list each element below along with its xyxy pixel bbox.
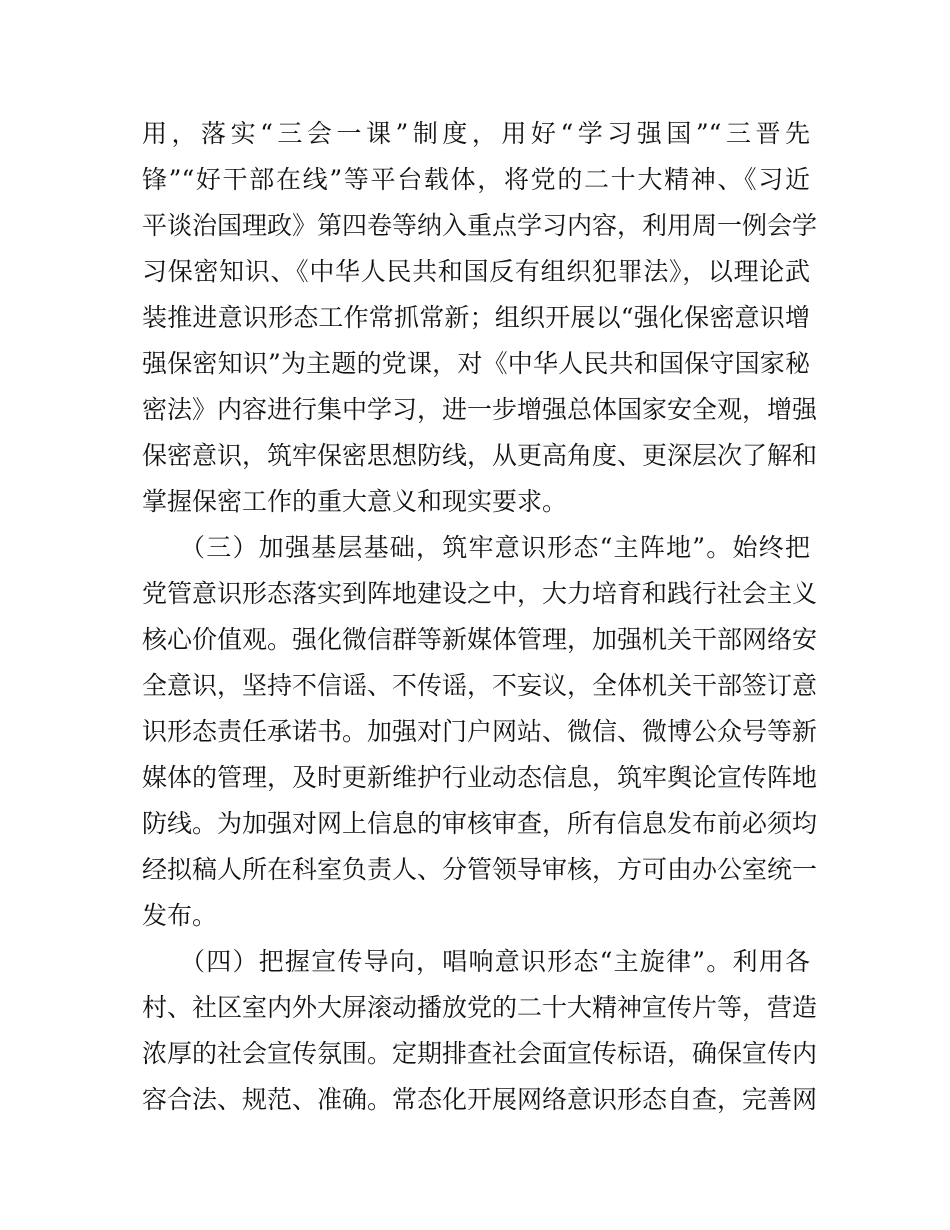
body-text-line: 经拟稿人所在科室负责人、分管领导审核，方可由办公室统一 <box>142 855 818 884</box>
body-text-line: 媒体的管理，及时更新维护行业动态信息，筑牢舆论宣传阵地 <box>142 763 818 792</box>
body-text-line: 锋”“好干部在线”等平台载体，将党的二十大精神、《习近 <box>142 165 810 194</box>
body-text-line: 平谈治国理政》第四卷等纳入重点学习内容，利用周一例会学 <box>142 211 818 240</box>
body-text-line: 强保密知识”为主题的党课，对《中华人民共和国保守国家秘 <box>142 349 810 378</box>
body-text-line: 密法》内容进行集中学习，进一步增强总体国家安全观，增强 <box>142 395 818 424</box>
body-text-line: 装推进意识形态工作常抓常新；组织开展以“强化保密意识增 <box>142 303 810 332</box>
body-text-line: 识形态责任承诺书。加强对门户网站、微信、微博公众号等新 <box>142 717 818 746</box>
body-text-line: 村、社区室内外大屏滚动播放党的二十大精神宣传片等，营造 <box>142 993 818 1022</box>
section-heading-line: （三）加强基层基础，筑牢意识形态“主阵地”。始终把 <box>180 533 810 562</box>
body-text-line: 用，落实“三会一课”制度，用好“学习强国”“三晋先 <box>142 119 810 148</box>
body-text-line: 党管意识形态落实到阵地建设之中，大力培育和践行社会主义 <box>142 579 818 608</box>
body-text-line: 浓厚的社会宣传氛围。定期排查社会面宣传标语，确保宣传内 <box>142 1039 818 1068</box>
body-text-line: 防线。为加强对网上信息的审核审查，所有信息发布前必须均 <box>142 809 818 838</box>
body-text-line: 容合法、规范、准确。常态化开展网络意识形态自查，完善网 <box>142 1085 818 1114</box>
body-text-line: 发布。 <box>142 901 218 930</box>
body-text-line: 掌握保密工作的重大意义和现实要求。 <box>142 487 568 516</box>
body-text-line: 核心价值观。强化微信群等新媒体管理，加强机关干部网络安 <box>142 625 818 654</box>
body-text-line: 保密意识，筑牢保密思想防线，从更高角度、更深层次了解和 <box>142 441 818 470</box>
body-text-line: 习保密知识、《中华人民共和国反有组织犯罪法》，以理论武 <box>142 257 810 286</box>
body-text-line: 全意识，坚持不信谣、不传谣，不妄议，全体机关干部签订意 <box>142 671 818 700</box>
section-heading-line: （四）把握宣传导向，唱响意识形态“主旋律”。利用各 <box>180 947 810 976</box>
